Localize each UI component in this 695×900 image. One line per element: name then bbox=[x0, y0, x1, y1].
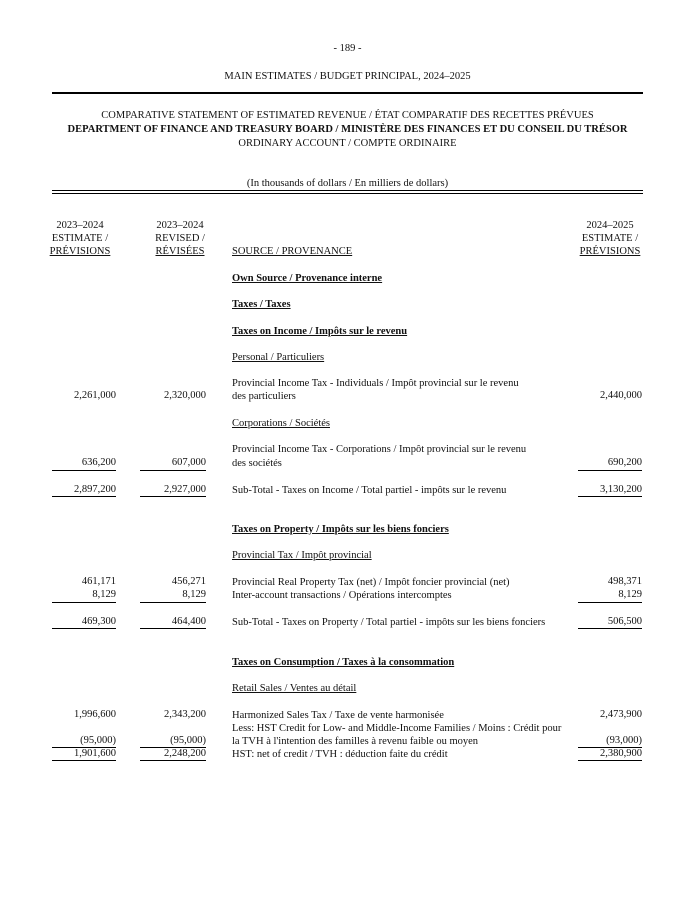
col-header-2023-revised bbox=[140, 219, 220, 258]
heading-provincial-tax: Provincial Tax / Impôt provincial bbox=[232, 550, 372, 561]
row-subtotal-property-2024-estimate: 506,500 bbox=[607, 616, 642, 627]
underline-rule bbox=[578, 470, 642, 471]
underline-rule bbox=[140, 470, 206, 471]
row-hst-net-2023-revised: 2,248,200 bbox=[164, 748, 206, 759]
row-subtotal-income-2023-estimate: 2,897,200 bbox=[74, 484, 116, 495]
heading-own-source: Own Source / Provenance interne bbox=[232, 273, 383, 284]
col-header-line: PRÉVISIONS bbox=[579, 246, 641, 257]
row-subtotal-income-2024-estimate: 3,130,200 bbox=[600, 484, 642, 495]
units-rule-top bbox=[52, 190, 643, 191]
row-inter-account-desc: Inter-account transactions / Opérations intercomptes bbox=[232, 590, 452, 601]
underline-rule bbox=[578, 496, 642, 497]
heading-taxes-property: Taxes on Property / Impôts sur les biens fonciers bbox=[232, 524, 449, 535]
row-hst-2023-estimate: 1,996,600 bbox=[74, 709, 116, 720]
row-real-property-desc: Provincial Real Property Tax (net) / Impôt foncier provincial (net) bbox=[232, 577, 510, 588]
underline-rule bbox=[578, 760, 642, 761]
underline-rule bbox=[140, 496, 206, 497]
row-subtotal-property-2023-revised: 464,400 bbox=[171, 616, 206, 627]
row-real-property-2023-estimate: 461,171 bbox=[81, 576, 116, 587]
account-title: ORDINARY ACCOUNT / COMPTE ORDINAIRE bbox=[238, 138, 457, 149]
heading-taxes-consumption: Taxes on Consumption / Taxes à la consommation bbox=[232, 657, 455, 668]
underline-rule bbox=[52, 496, 116, 497]
row-hst-credit-desc: Less: HST Credit for Low- and Middle-Income Families / Moins : Crédit pour bbox=[232, 723, 562, 734]
header-title: MAIN ESTIMATES / BUDGET PRINCIPAL, 2024–2025 bbox=[224, 71, 471, 82]
underline-rule bbox=[140, 628, 206, 629]
row-inter-account-2023-estimate: 8,129 bbox=[92, 589, 116, 600]
underline-rule bbox=[578, 602, 642, 603]
row-hst-net-2024-estimate: 2,380,900 bbox=[600, 748, 642, 759]
row-hst-credit-desc-cont: la TVH à l'intention des familles à revenu faible ou moyen bbox=[232, 736, 479, 747]
row-pit-individuals-2023-estimate: 2,261,000 bbox=[74, 390, 116, 401]
row-hst-net-desc: HST: net of credit / TVH : déduction faite du crédit bbox=[232, 749, 448, 760]
underline-rule bbox=[52, 760, 116, 761]
row-hst-credit-2023-revised: (95,000) bbox=[170, 735, 206, 746]
statement-title: COMPARATIVE STATEMENT OF ESTIMATED REVENUE / ÉTAT COMPARATIF DES RECETTES PRÉVUES bbox=[101, 110, 594, 121]
row-inter-account-2024-estimate: 8,129 bbox=[618, 589, 642, 600]
row-pit-corporations-desc: Provincial Income Tax - Corporations / Impôt provincial sur le revenu bbox=[232, 444, 527, 455]
col-header-source: SOURCE / PROVENANCE bbox=[232, 246, 353, 257]
row-pit-individuals-2024-estimate: 2,440,000 bbox=[600, 390, 642, 401]
header-rule bbox=[52, 92, 643, 94]
col-header-line: ESTIMATE / bbox=[581, 233, 639, 244]
row-hst-credit-2024-estimate: (93,000) bbox=[606, 735, 642, 746]
col-header-line: REVISED / bbox=[155, 233, 205, 244]
heading-taxes: Taxes / Taxes bbox=[232, 299, 291, 310]
col-header-line: 2023–2024 bbox=[56, 220, 104, 231]
col-header-2024-estimate bbox=[570, 219, 650, 258]
underline-rule bbox=[52, 602, 116, 603]
row-pit-corporations-desc-cont: des sociétés bbox=[232, 458, 282, 469]
row-pit-corporations-2023-revised: 607,000 bbox=[171, 457, 206, 468]
units-note: (In thousands of dollars / En milliers de dollars) bbox=[246, 178, 449, 189]
row-real-property-2023-revised: 456,271 bbox=[171, 576, 206, 587]
heading-retail-sales: Retail Sales / Ventes au détail bbox=[232, 683, 357, 694]
row-hst-credit-2023-estimate: (95,000) bbox=[80, 735, 116, 746]
underline-rule bbox=[578, 628, 642, 629]
col-header-line: 2023–2024 bbox=[156, 220, 204, 231]
row-hst-2024-estimate: 2,473,900 bbox=[600, 709, 642, 720]
row-pit-corporations-2024-estimate: 690,200 bbox=[607, 457, 642, 468]
row-subtotal-property-2023-estimate: 469,300 bbox=[81, 616, 116, 627]
col-header-line: PRÉVISIONS bbox=[49, 246, 111, 257]
units-rule-bottom bbox=[52, 193, 643, 194]
row-real-property-2024-estimate: 498,371 bbox=[607, 576, 642, 587]
col-header-2023-estimate bbox=[40, 219, 120, 258]
heading-personal: Personal / Particuliers bbox=[232, 352, 325, 363]
row-subtotal-income-desc: Sub-Total - Taxes on Income / Total partiel - impôts sur le revenu bbox=[232, 485, 507, 496]
row-hst-2023-revised: 2,343,200 bbox=[164, 709, 206, 720]
underline-rule bbox=[52, 628, 116, 629]
row-subtotal-property-desc: Sub-Total - Taxes on Property / Total partiel - impôts sur les biens fonciers bbox=[232, 617, 546, 628]
row-pit-corporations-2023-estimate: 636,200 bbox=[81, 457, 116, 468]
page-number: - 189 - bbox=[333, 43, 362, 54]
row-hst-net-2023-estimate: 1,901,600 bbox=[74, 748, 116, 759]
department-title: DEPARTMENT OF FINANCE AND TREASURY BOARD / MINISTÈRE DES FINANCES ET DU CONSEIL DU TRÉSOR bbox=[67, 124, 628, 135]
col-header-line: ESTIMATE / bbox=[51, 233, 109, 244]
row-pit-individuals-2023-revised: 2,320,000 bbox=[164, 390, 206, 401]
row-inter-account-2023-revised: 8,129 bbox=[182, 589, 206, 600]
underline-rule bbox=[140, 760, 206, 761]
row-subtotal-income-2023-revised: 2,927,000 bbox=[164, 484, 206, 495]
heading-corporations: Corporations / Sociétés bbox=[232, 418, 330, 429]
row-pit-individuals-desc: Provincial Income Tax - Individuals / Impôt provincial sur le revenu bbox=[232, 378, 519, 389]
col-header-line: 2024–2025 bbox=[586, 220, 634, 231]
underline-rule bbox=[140, 602, 206, 603]
col-header-line: RÉVISÉES bbox=[155, 246, 205, 257]
heading-taxes-income: Taxes on Income / Impôts sur le revenu bbox=[232, 326, 408, 337]
row-hst-desc: Harmonized Sales Tax / Taxe de vente harmonisée bbox=[232, 710, 444, 721]
row-pit-individuals-desc-cont: des particuliers bbox=[232, 391, 296, 402]
underline-rule bbox=[52, 470, 116, 471]
